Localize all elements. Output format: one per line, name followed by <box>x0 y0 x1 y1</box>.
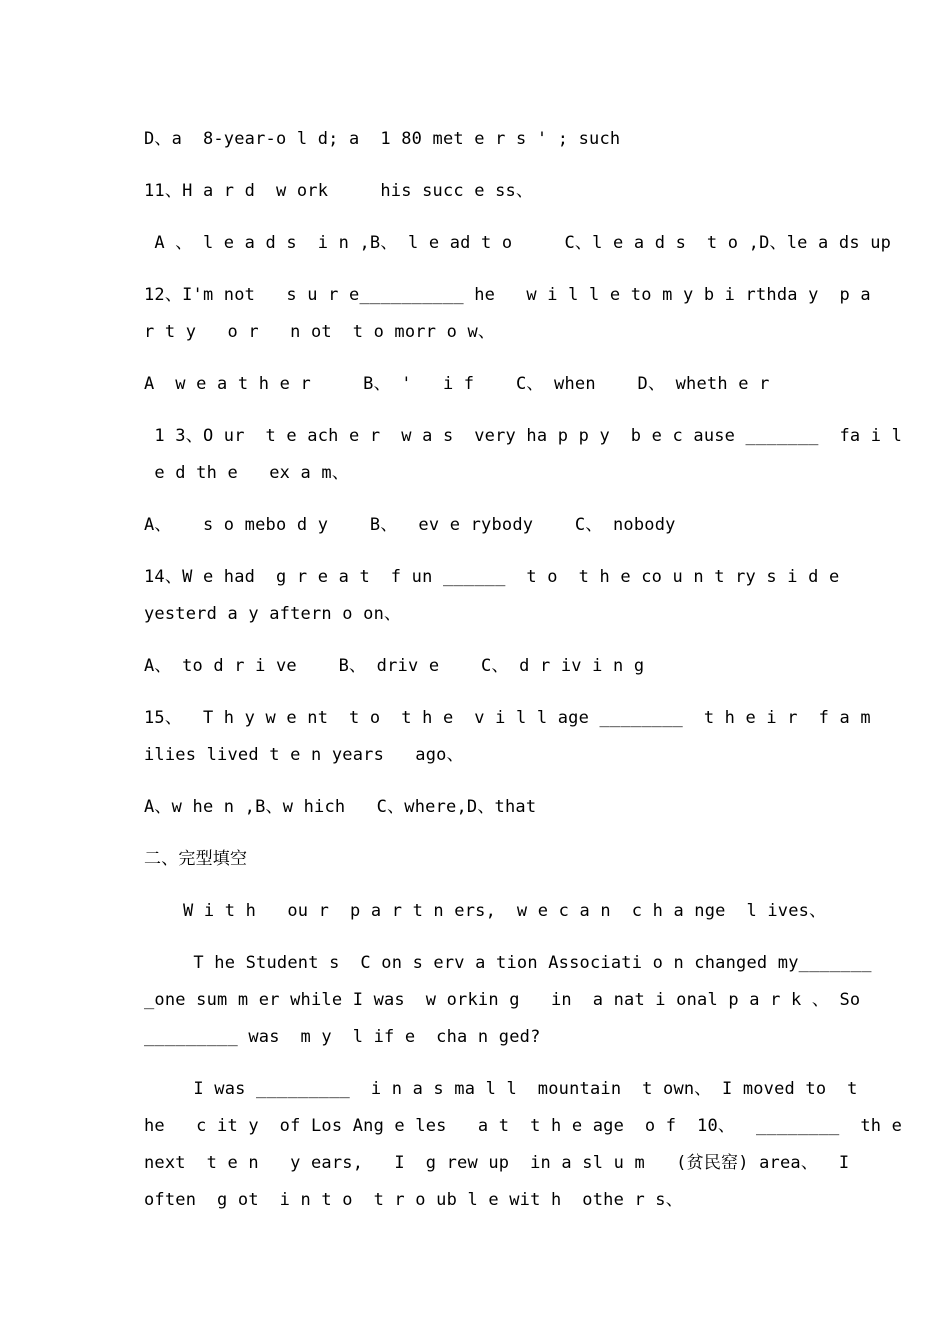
passage-p2-line-3: next t e n y ears, I g rew up in a sl u m (贫民窑) area、 I <box>144 1153 850 1173</box>
q10-option-d: D、a 8-year-o l d; a 1 80 met e r s ' ; such <box>144 129 621 149</box>
q12-question-line-1: 12、I'm not s u r e__________ he w i l l e to m y b i rthda y p a <box>144 285 871 305</box>
q13-question-line-1: 1 3、O ur t e ach e r w a s very ha p p y b e c ause _______ fa i l <box>144 426 903 446</box>
passage-title: W i t h ou r p a r t n ers, w e c a n c h a nge l ives、 <box>183 901 827 921</box>
q12-options: A w e a t h e r B、 ' i f C、 when D、 wheth e r <box>144 374 770 394</box>
q13-options: A、 s o mebo d y B、 ev e rybody C、 nobody <box>144 515 676 535</box>
passage-p2-line-4: often g ot i n t o t r o ub l e wit h othe r s、 <box>144 1190 683 1210</box>
q11-question: 11、H a r d w ork his succ e ss、 <box>144 181 534 201</box>
q13-question-line-2: e d th e ex a m、 <box>144 463 350 483</box>
section-heading: 二、完型填空 <box>144 849 248 869</box>
q15-question-line-2: ilies lived t e n years ago、 <box>144 745 464 765</box>
q14-options: A、 to d r i ve B、 driv e C、 d r iv i n g <box>144 656 645 676</box>
passage-p2-line-1: I was _________ i n a s ma l l mountain t own、 I moved to t <box>183 1079 858 1099</box>
q12-question-line-2: r t y o r n ot t o morr o w、 <box>144 322 496 342</box>
q11-options: A 、 l e a d s i n ,B、 l e ad t o C、l e a d s t o ,D、le a ds up <box>144 233 892 253</box>
passage-p1-line-2: _one sum m er while I was w orkin g in a nat i onal p a r k 、 So <box>144 990 861 1010</box>
passage-p1-line-3: _________ was m y l if e cha n ged? <box>144 1027 541 1047</box>
q15-question-line-1: 15、 T h y w e nt t o t h e v i l l age ________ t h e i r f a m <box>144 708 871 728</box>
q15-options: A、w he n ,B、w hich C、where,D、that <box>144 797 537 817</box>
passage-p2-line-2: he c it y of Los Ang e les a t t h e age o f 10、 ________ th e <box>144 1116 903 1136</box>
passage-p1-line-1: T he Student s C on s erv a tion Associati o n changed my_______ <box>183 953 872 973</box>
q14-question-line-2: yesterd a y aftern o on、 <box>144 604 402 624</box>
q14-question-line-1: 14、W e had g r e a t f un ______ t o t h e co u n t ry s i d e <box>144 567 840 587</box>
